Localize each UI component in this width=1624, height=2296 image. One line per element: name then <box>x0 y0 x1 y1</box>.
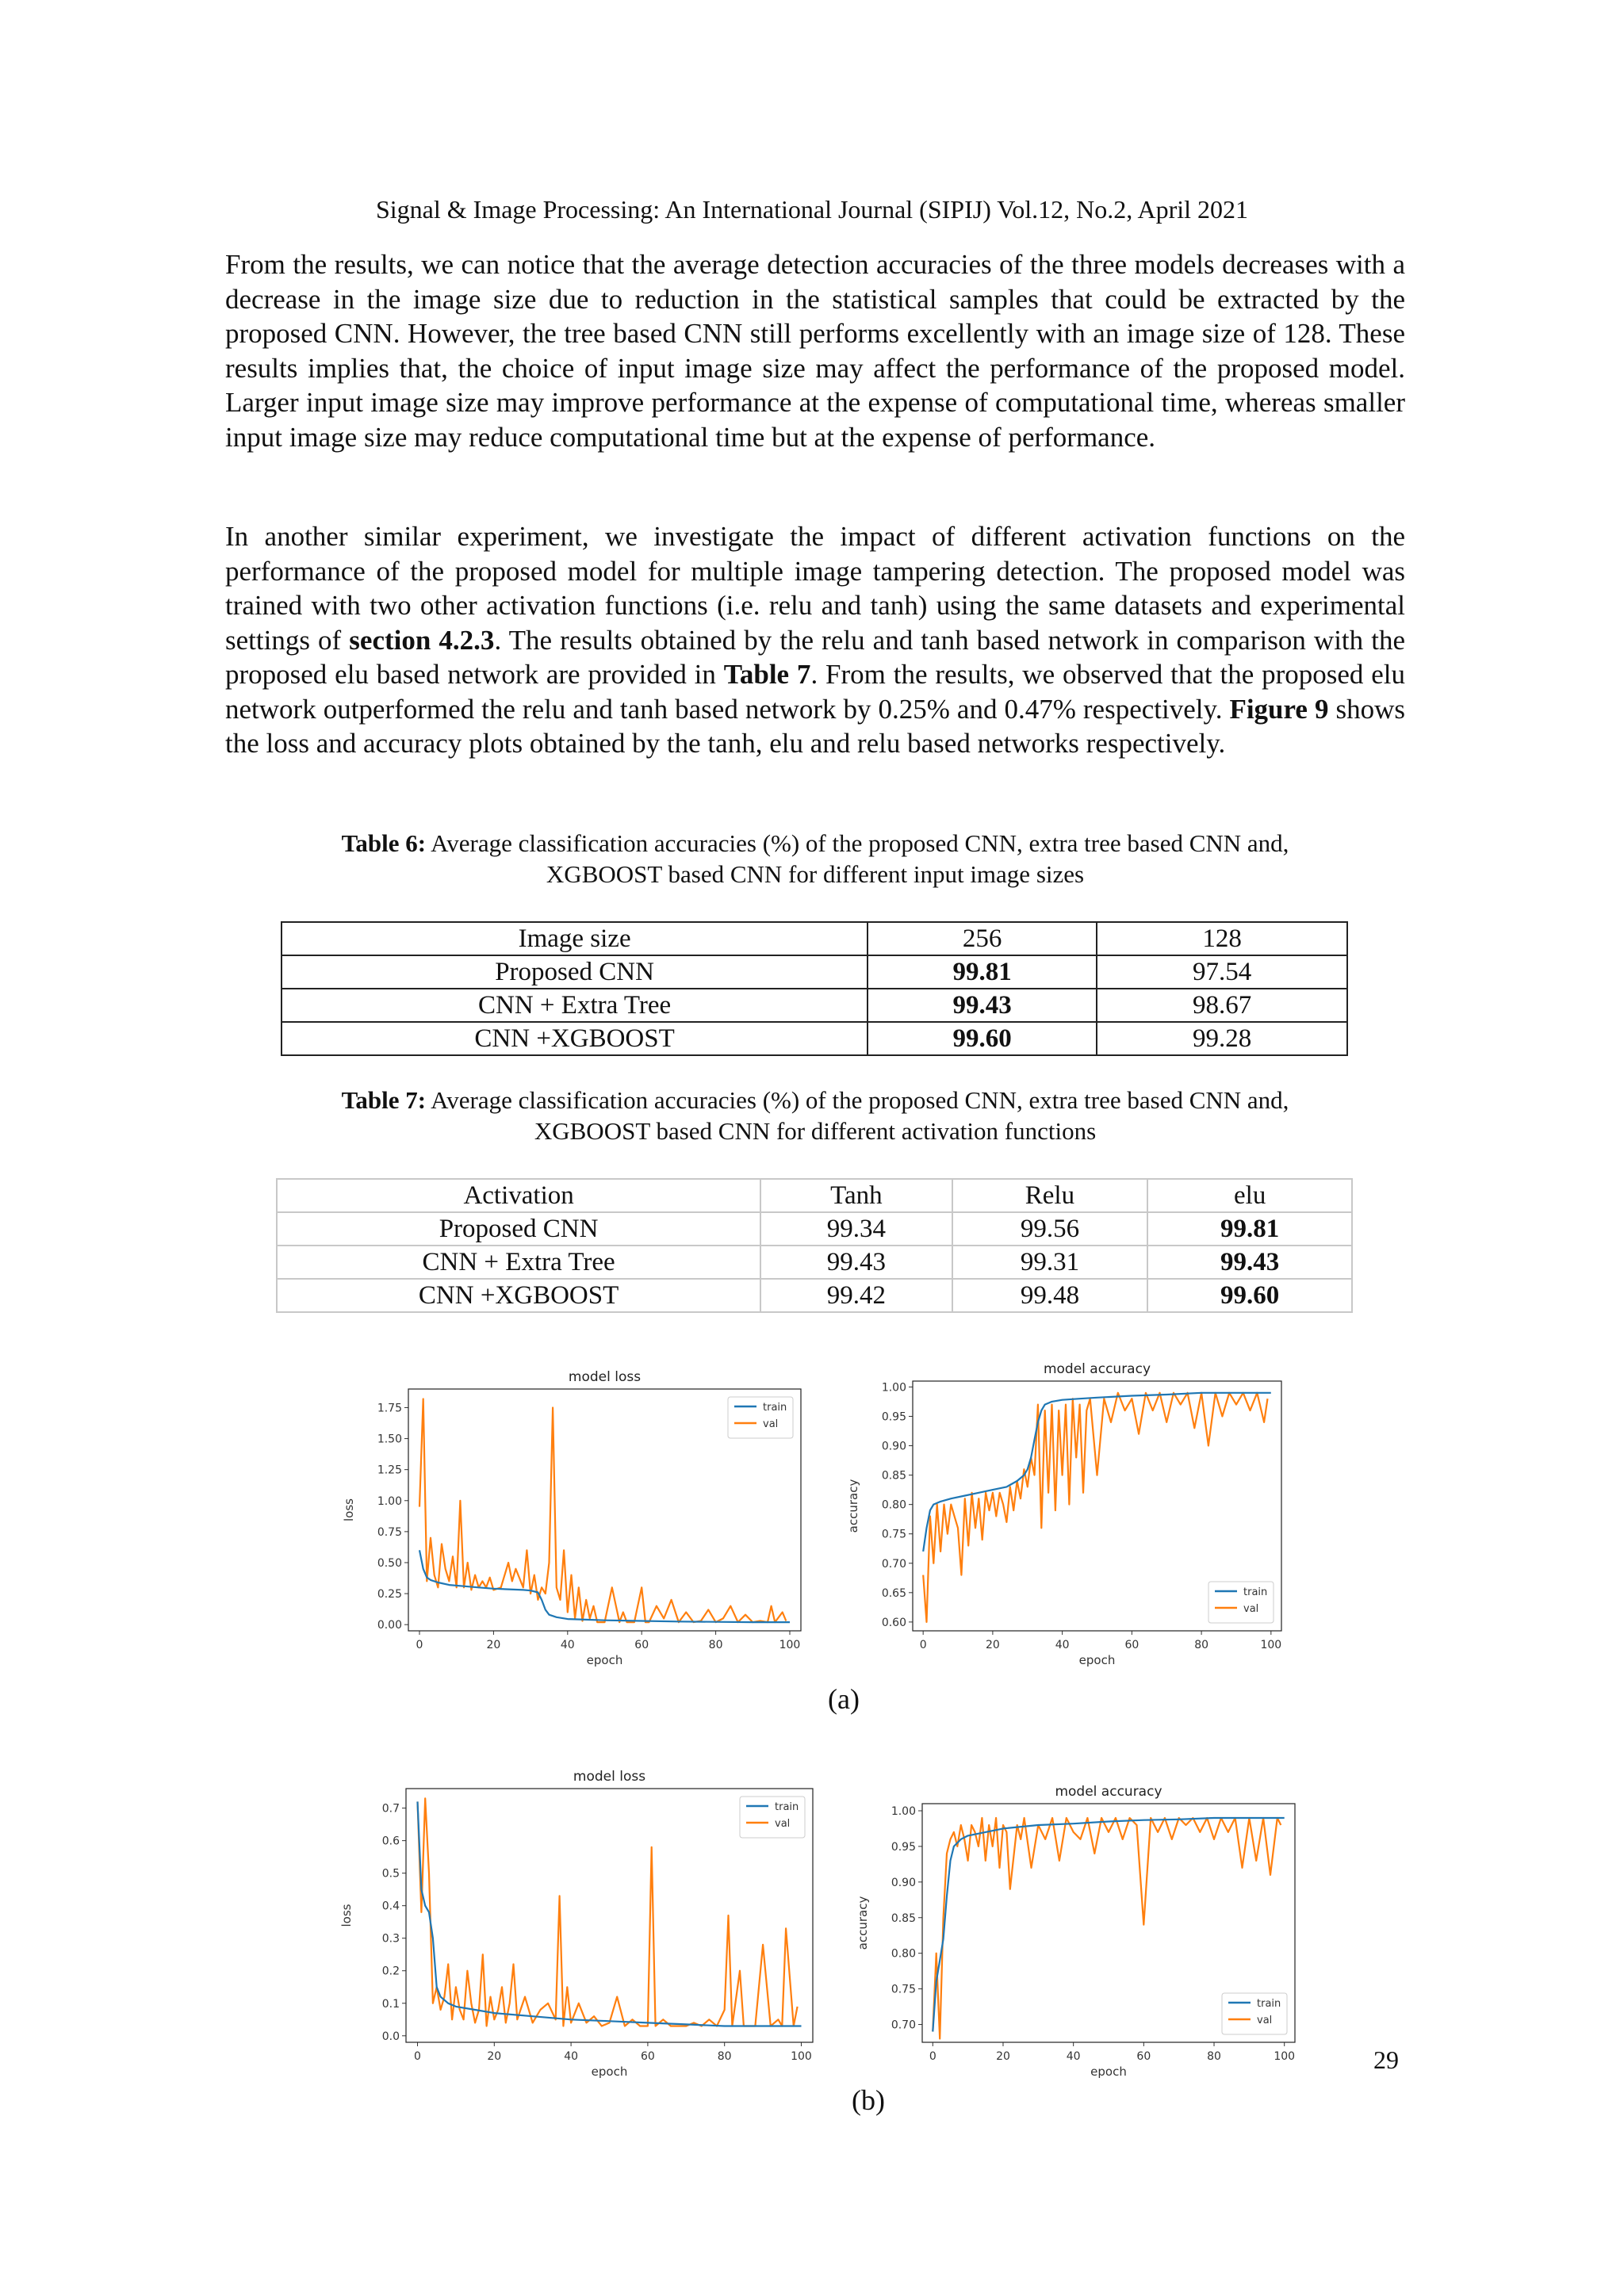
table-cell: CNN + Extra Tree <box>277 1246 760 1279</box>
table-header-cell: Image size <box>282 922 868 955</box>
chart-a-accuracy <box>837 1357 1299 1671</box>
x-tick-label: 80 <box>708 1639 723 1651</box>
y-tick-label: 1.75 <box>377 1402 402 1415</box>
y-axis-label: loss <box>342 1498 356 1521</box>
table7-caption <box>225 1085 1405 1146</box>
table-header-cell: Activation <box>277 1179 760 1212</box>
y-tick-label: 0.4 <box>381 1900 400 1913</box>
x-tick-label: 40 <box>564 2050 579 2063</box>
y-tick-label: 0.75 <box>377 1525 402 1539</box>
y-tick-label: 0.75 <box>891 1983 916 1996</box>
y-tick-label: 0.95 <box>891 1840 916 1854</box>
figure-9b-label: (b) <box>852 2084 885 2116</box>
paragraph-text: . From the results, we observed that the proposed elu network outperformed the relu and tanh based network by 0.25% and 0.47% respectively. <box>225 659 1405 725</box>
caption-label: Table 7: <box>341 1086 427 1114</box>
paragraph-text: shows the loss and accuracy plots obtained by the tanh, elu and relu based networks respectively. <box>225 693 1405 759</box>
y-tick-label: 0.7 <box>381 1802 400 1816</box>
chart-title: model accuracy <box>1043 1361 1151 1377</box>
x-tick-label: 0 <box>414 2050 421 2063</box>
y-tick-label: 0.2 <box>381 1965 400 1978</box>
y-tick-label: 1.00 <box>881 1381 906 1395</box>
table-cell: 99.81 <box>868 955 1097 989</box>
chart-title: model accuracy <box>1055 1784 1162 1800</box>
x-tick-label: 60 <box>634 1639 649 1651</box>
x-tick-label: 0 <box>929 2050 936 2063</box>
table7 <box>276 1178 1353 1313</box>
x-tick-label: 80 <box>1194 1639 1209 1651</box>
table-row <box>282 1022 1347 1055</box>
figure-reference: Figure 9 <box>1229 693 1329 725</box>
chart-title: model loss <box>573 1769 646 1785</box>
caption-text: Average classification accuracies (%) of the proposed CNN, extra tree based CNN and, <box>426 1086 1289 1114</box>
table-cell: 99.31 <box>952 1246 1148 1279</box>
y-tick-label: 0.00 <box>377 1619 402 1632</box>
table-header-row <box>282 922 1347 955</box>
table-cell: 99.60 <box>868 1022 1097 1055</box>
x-tick-label: 40 <box>1066 2050 1081 2063</box>
table-header-cell: Tanh <box>760 1179 952 1212</box>
table-cell: CNN + Extra Tree <box>282 989 868 1022</box>
legend-label: train <box>775 1801 799 1813</box>
x-tick-label: 100 <box>779 1639 801 1651</box>
table-cell: Proposed CNN <box>282 955 868 989</box>
paragraph-text: . The results obtained by the relu and tanh based network in comparison with the proposed elu based network are provided in <box>225 624 1405 690</box>
legend-label: train <box>763 1402 787 1414</box>
x-tick-label: 80 <box>1207 2050 1221 2063</box>
table-header-cell: elu <box>1147 1179 1352 1212</box>
caption-text: XGBOOST based CNN for different activation functions <box>534 1117 1097 1145</box>
table-cell: CNN +XGBOOST <box>282 1022 868 1055</box>
y-tick-label: 0.70 <box>891 2019 916 2032</box>
x-tick-label: 60 <box>640 2050 655 2063</box>
table-cell: 99.56 <box>952 1212 1148 1246</box>
table-cell: 99.60 <box>1147 1279 1352 1312</box>
chart-a-loss <box>333 1357 818 1671</box>
table-reference: Table 7 <box>723 659 811 690</box>
table-cell: 99.43 <box>760 1246 952 1279</box>
table-row <box>282 989 1347 1022</box>
x-tick-label: 60 <box>1136 2050 1151 2063</box>
x-tick-label: 20 <box>486 1639 501 1651</box>
x-tick-label: 20 <box>996 2050 1010 2063</box>
table6 <box>281 921 1348 1056</box>
y-axis-label: accuracy <box>856 1896 870 1950</box>
x-axis-label: epoch <box>1078 1653 1116 1667</box>
x-axis-label: epoch <box>586 1653 623 1667</box>
x-axis-label: epoch <box>591 2064 628 2079</box>
y-tick-label: 1.00 <box>891 1804 916 1818</box>
y-axis-label: loss <box>339 1904 354 1927</box>
y-tick-label: 0.1 <box>381 1997 400 2011</box>
legend-label: val <box>1243 1603 1259 1615</box>
y-tick-label: 0.80 <box>881 1498 906 1512</box>
series-line-train <box>419 1550 790 1622</box>
table6-caption <box>225 828 1405 890</box>
table-cell: 99.81 <box>1147 1212 1352 1246</box>
table-header-cell: 128 <box>1097 922 1347 955</box>
table-cell: 99.34 <box>760 1212 952 1246</box>
table-row <box>277 1279 1352 1312</box>
x-tick-label: 0 <box>919 1639 927 1651</box>
caption-text: XGBOOST based CNN for different input image sizes <box>546 860 1085 888</box>
y-tick-label: 0.0 <box>381 2030 400 2043</box>
caption-text: Average classification accuracies (%) of the proposed CNN, extra tree based CNN and, <box>426 829 1289 857</box>
activation-paragraph <box>225 519 1405 761</box>
y-tick-label: 0.95 <box>881 1410 906 1424</box>
table-cell: 98.67 <box>1097 989 1347 1022</box>
table-header-cell: Relu <box>952 1179 1148 1212</box>
section-reference: section 4.2.3 <box>349 624 495 656</box>
legend-label: val <box>1257 2015 1273 2026</box>
table-row <box>277 1212 1352 1246</box>
chart-b-accuracy <box>847 1776 1312 2088</box>
results-paragraph: From the results, we can notice that the average detection accuracies of the three models decreases with a decrease in the image size due to reduction in the statistical samples that could be extracted by the proposed CNN. However, the tree based CNN still performs excellently with an image size of 128. These results implies that, the choice of input image size may affect the performance of the proposed model. Larger input image size may improve performance at the expense of computational time, whereas smaller input image size may reduce computational time but at the expense of performance. <box>225 249 1405 453</box>
table-header-row <box>277 1179 1352 1212</box>
y-tick-label: 0.80 <box>891 1947 916 1961</box>
table-row <box>277 1246 1352 1279</box>
figure-9a-label: (a) <box>828 1683 860 1715</box>
y-tick-label: 0.60 <box>881 1616 906 1629</box>
x-tick-label: 100 <box>1260 1639 1282 1651</box>
y-tick-label: 0.85 <box>881 1469 906 1483</box>
page-number: 29 <box>1373 2045 1399 2074</box>
x-tick-label: 20 <box>985 1639 1000 1651</box>
table-cell: 99.48 <box>952 1279 1148 1312</box>
y-tick-label: 0.25 <box>377 1588 402 1601</box>
chart-b-loss <box>333 1766 834 2088</box>
table-row <box>282 955 1347 989</box>
x-tick-label: 60 <box>1124 1639 1139 1651</box>
y-tick-label: 0.75 <box>881 1528 906 1541</box>
x-tick-label: 40 <box>1055 1639 1070 1651</box>
x-tick-label: 40 <box>560 1639 575 1651</box>
y-tick-label: 0.50 <box>377 1556 402 1570</box>
table-cell: CNN +XGBOOST <box>277 1279 760 1312</box>
table-header-cell: 256 <box>868 922 1097 955</box>
y-tick-label: 1.25 <box>377 1464 402 1477</box>
table-cell: 99.42 <box>760 1279 952 1312</box>
table-cell: 99.43 <box>868 989 1097 1022</box>
chart-title: model loss <box>568 1369 642 1385</box>
legend-label: train <box>1257 1998 1281 2010</box>
y-tick-label: 0.65 <box>881 1586 906 1600</box>
legend-label: val <box>775 1818 791 1830</box>
x-tick-label: 0 <box>416 1639 423 1651</box>
x-tick-label: 100 <box>791 2050 812 2063</box>
table-cell: 99.28 <box>1097 1022 1347 1055</box>
running-header: Signal & Image Processing: An International Journal (SIPIJ) Vol.12, No.2, April 2021 <box>375 195 1249 224</box>
y-tick-label: 1.00 <box>377 1494 402 1508</box>
paragraph-text: In another similar experiment, we investigate the impact of different activation functions on the performance of the proposed model for multiple image tampering detection. The proposed model was trained with two other activation functions (i.e. relu and tanh) using the same datasets and experimental settings of <box>225 521 1405 656</box>
table-cell: 99.43 <box>1147 1246 1352 1279</box>
y-tick-label: 0.3 <box>381 1932 400 1946</box>
legend-label: val <box>763 1418 779 1430</box>
x-tick-label: 80 <box>717 2050 732 2063</box>
x-tick-label: 100 <box>1274 2050 1296 2063</box>
y-tick-label: 0.85 <box>891 1911 916 1925</box>
y-tick-label: 0.6 <box>381 1835 400 1848</box>
legend-label: train <box>1243 1586 1268 1598</box>
y-tick-label: 0.70 <box>881 1557 906 1571</box>
caption-label: Table 6: <box>341 829 427 857</box>
x-tick-label: 20 <box>487 2050 502 2063</box>
y-axis-label: accuracy <box>846 1479 860 1533</box>
y-tick-label: 0.90 <box>891 1876 916 1889</box>
y-tick-label: 0.5 <box>381 1867 400 1881</box>
y-tick-label: 0.90 <box>881 1440 906 1453</box>
y-tick-label: 1.50 <box>377 1433 402 1446</box>
x-axis-label: epoch <box>1090 2064 1127 2079</box>
table-cell: Proposed CNN <box>277 1212 760 1246</box>
table-cell: 97.54 <box>1097 955 1347 989</box>
